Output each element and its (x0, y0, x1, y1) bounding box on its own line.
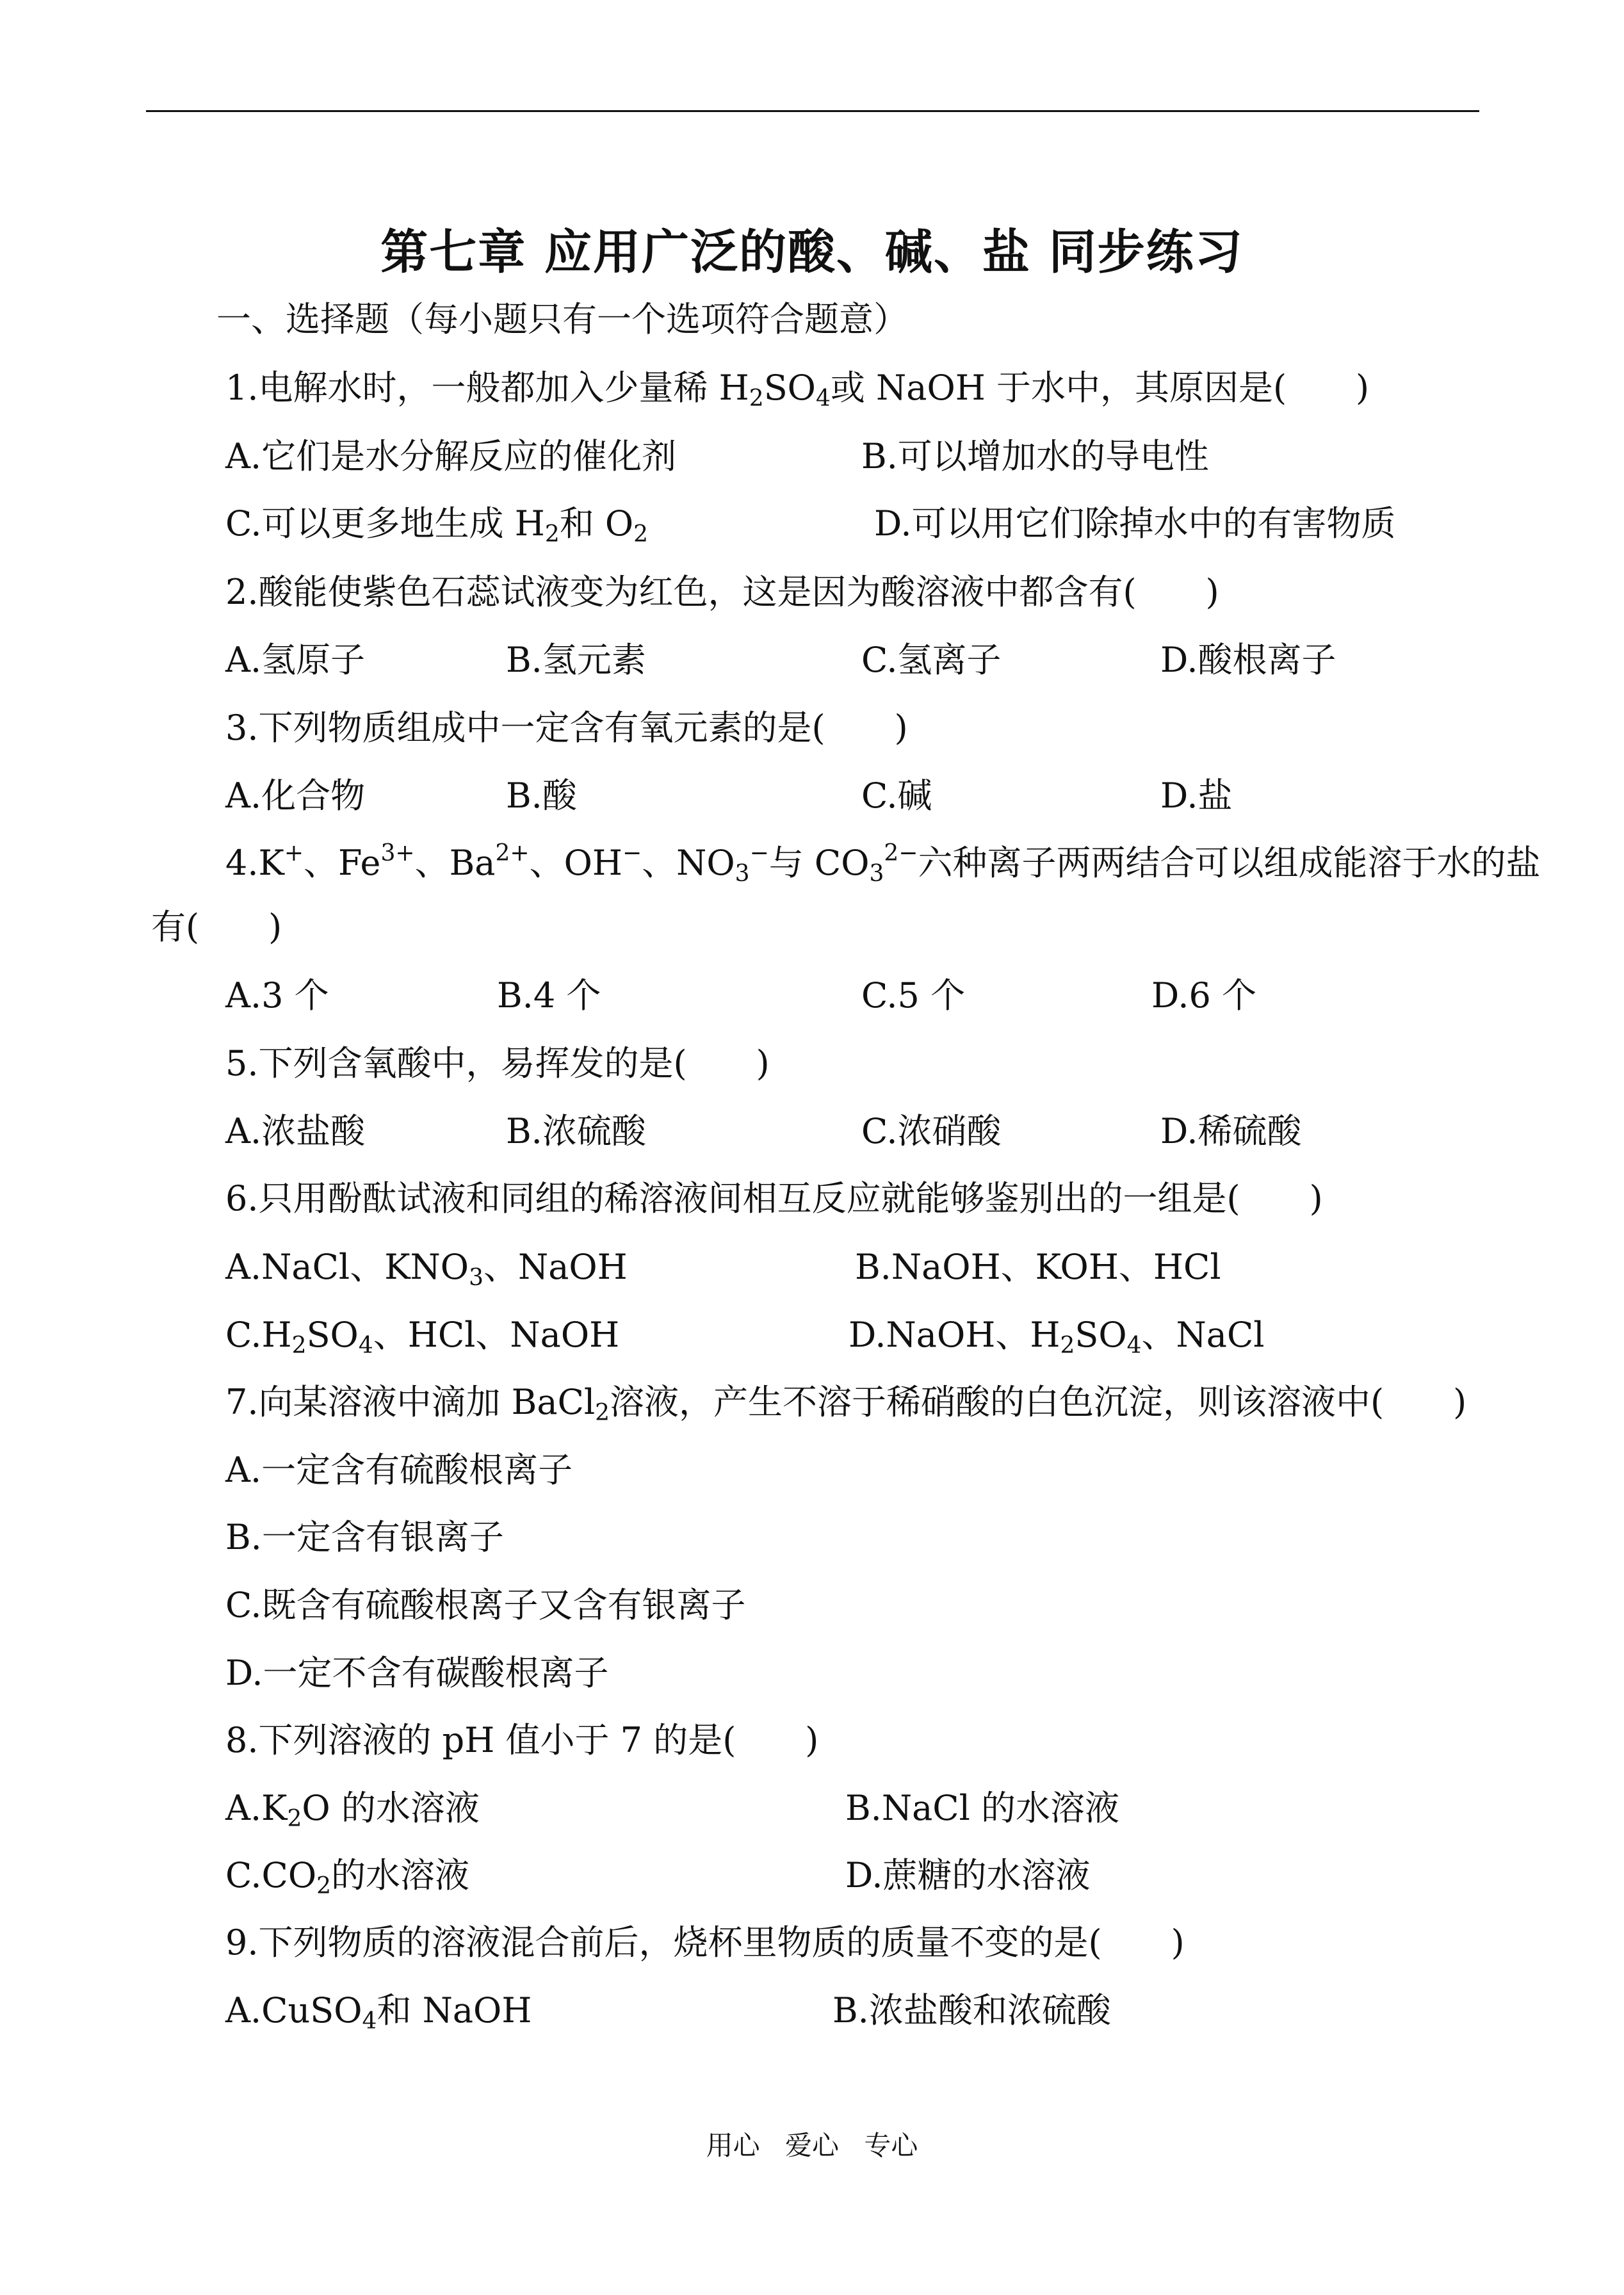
q7-option-d: D.一定不含有碳酸根离子 (225, 1653, 609, 1693)
question-7-stem: 7.向某溶液中滴加 BaCl$_2$溶液，产生不溶于稀硝酸的白色沉淀，则该溶液中( ) (225, 1382, 1467, 1426)
q1-option-c: C.可以更多地生成 $H_2$和 $O_2$ (225, 503, 649, 547)
q8-option-d: D.蔗糖的水溶液 (845, 1855, 1091, 1895)
q6-option-c: $C.H_2SO_4$、HCl、NaOH (225, 1315, 620, 1359)
q7-option-a: A.一定含有硫酸根离子 (225, 1450, 573, 1490)
question-6-stem: 6.只用酚酞试液和同组的稀溶液间相互反应就能够鉴别出的一组是( ) (225, 1178, 1323, 1219)
q2-option-d: D.酸根离子 (1160, 640, 1336, 680)
q4-option-c: C.5 个 (861, 975, 966, 1016)
q8-option-c: $C.CO_2$的水溶液 (225, 1855, 470, 1899)
q1-option-d: D.可以用它们除掉水中的有害物质 (874, 503, 1396, 544)
q4-option-d: D.6 个 (1151, 975, 1257, 1016)
q2-option-c: C.氢离子 (861, 640, 1002, 680)
q7-option-b: B.一定含有银离子 (225, 1517, 504, 1557)
section-heading: 一、选择题（每小题只有一个选项符合题意） (216, 299, 908, 339)
question-2-stem: 2.酸能使紫色石蕊试液变为红色，这是因为酸溶液中都含有( ) (225, 572, 1219, 612)
question-4-stem: 4.K+、$Fe^{3+}$、$Ba^{2+}$、OH−、$NO_3^-$与 $CO_3^{2-}$六种离子两两结合可以组成能溶于水的盐 (225, 840, 1541, 887)
q4-option-b: B.4 个 (497, 975, 601, 1016)
question-4-stem-cont: 有( ) (151, 907, 282, 947)
header-rule (146, 110, 1479, 112)
q3-option-d: D.盐 (1160, 775, 1233, 816)
q8-option-b: B.NaCl 的水溶液 (845, 1788, 1120, 1828)
q3-option-b: B.酸 (506, 775, 577, 816)
q8-option-a: $A.K_2O$ 的水溶液 (225, 1788, 480, 1832)
question-5-stem: 5.下列含氧酸中，易挥发的是( ) (225, 1043, 770, 1083)
page-title: 第七章 应用广泛的酸、碱、盐 同步练习 (380, 225, 1244, 280)
q6-option-b: B.NaOH、KOH、HCl (855, 1247, 1221, 1287)
q1-option-a: A.它们是水分解反应的催化剂 (225, 436, 677, 476)
q4-option-a: A.3 个 (225, 975, 329, 1016)
q6-option-a: A.NaCl、$KNO_3$、NaOH (225, 1247, 628, 1291)
question-8-stem: 8.下列溶液的 pH 值小于 7 的是( ) (225, 1720, 819, 1760)
q5-option-b: B.浓硫酸 (506, 1111, 646, 1151)
q6-option-d: D.NaOH、$H_2SO_4$、NaCl (849, 1315, 1265, 1359)
q2-option-a: A.氢原子 (225, 640, 366, 680)
q5-option-c: C.浓硝酸 (861, 1111, 1002, 1151)
question-1-stem: 1.电解水时，一般都加入少量稀 $H_2SO_4$或 NaOH 于水中，其原因是( ) (225, 368, 1370, 412)
q9-option-b: B.浓盐酸和浓硫酸 (832, 1990, 1111, 2031)
q3-option-c: C.碱 (861, 775, 932, 816)
q7-option-c: C.既含有硫酸根离子又含有银离子 (225, 1585, 746, 1625)
q5-option-d: D.稀硫酸 (1160, 1111, 1302, 1151)
q1-option-b: B.可以增加水的导电性 (861, 436, 1209, 476)
page-footer: 用心 爱心 专心 (706, 2130, 918, 2161)
q3-option-a: A.化合物 (225, 775, 366, 816)
question-3-stem: 3.下列物质组成中一定含有氧元素的是( ) (225, 708, 908, 748)
q9-option-a: A.CuSO$_4$和 NaOH (225, 1990, 532, 2034)
question-9-stem: 9.下列物质的溶液混合前后，烧杯里物质的质量不变的是( ) (225, 1922, 1185, 1963)
q2-option-b: B.氢元素 (506, 640, 646, 680)
q5-option-a: A.浓盐酸 (225, 1111, 366, 1151)
